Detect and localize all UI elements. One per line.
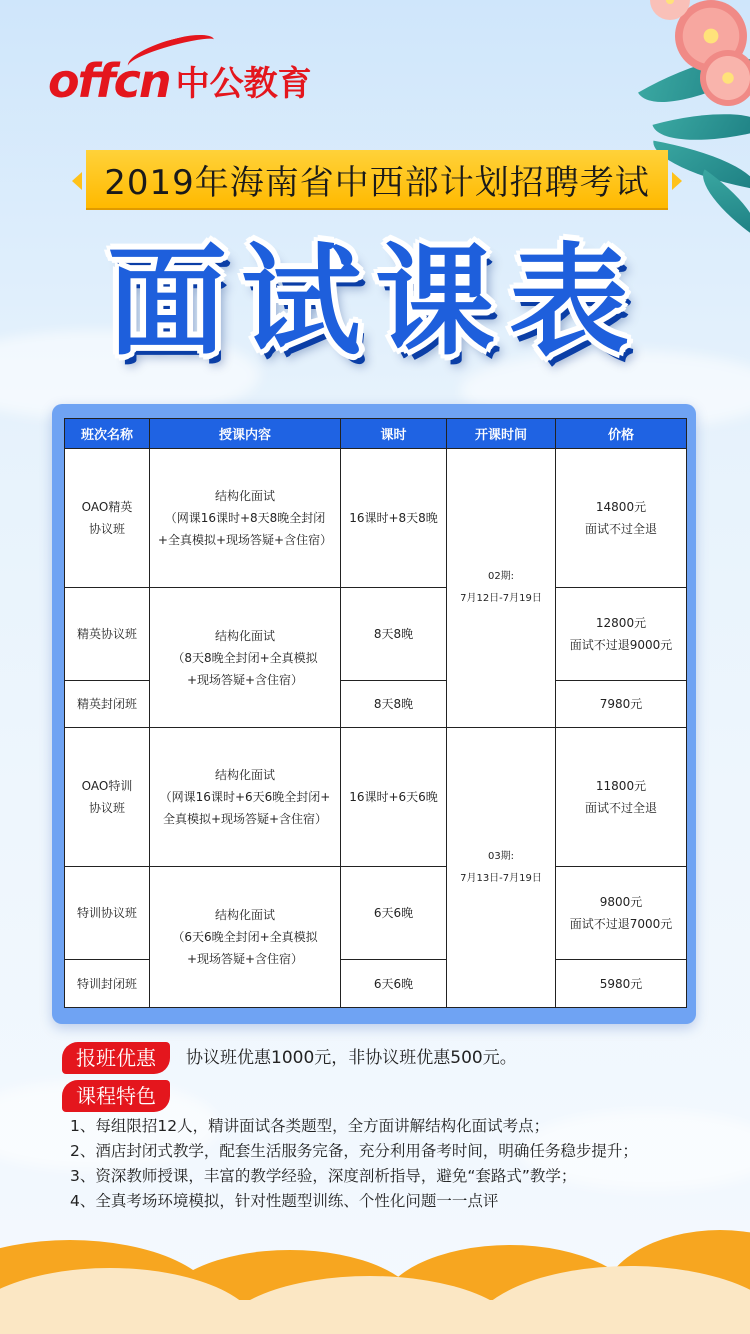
course-content <box>150 449 341 588</box>
feature-list <box>70 1114 742 1214</box>
course-price <box>556 587 687 680</box>
class-name: 特训协议班 <box>65 867 150 960</box>
banner-left-arrow-icon <box>72 172 82 190</box>
course-hours: 16课时+8天8晚 <box>341 449 447 588</box>
course-price-text: 12800元 面试不过退9000元 <box>569 615 673 652</box>
course-price-text: 9800元 面试不过退7000元 <box>569 895 673 932</box>
logo-cn: 中公教育 <box>175 63 312 104</box>
class-name-text: OAO精英 协议班 <box>81 499 133 536</box>
table-header-row <box>65 419 687 449</box>
course-hours: 6天6晚 <box>341 867 447 960</box>
list-item: 1、每组限招12人，精讲面试各类题型，全方面讲解结构化面试考点； <box>70 1117 550 1135</box>
table-row <box>65 728 687 867</box>
header-class-name: 班次名称 <box>65 419 150 449</box>
session-dates: 7月13日-7月19日 <box>460 872 542 884</box>
schedule-table <box>64 418 687 1008</box>
schedule-table-container <box>64 418 686 1008</box>
course-content <box>150 587 341 728</box>
course-price-text: 14800元 面试不过全退 <box>584 499 657 536</box>
banner-title: 2019年海南省中西部计划招聘考试 <box>104 162 650 203</box>
session-cell <box>447 449 556 728</box>
offer-text: 协议班优惠1000元，非协议班优惠500元。 <box>186 1048 517 1068</box>
session-cell <box>447 728 556 1008</box>
table-row <box>65 867 687 960</box>
header-start-time: 开课时间 <box>447 419 556 449</box>
course-price: 5980元 <box>556 960 687 1008</box>
class-name-text: OAO特训 协议班 <box>81 779 133 816</box>
class-name <box>65 449 150 588</box>
list-item: 2、酒店封闭式教学，配套生活服务完备，充分利用备考时间，明确任务稳步提升； <box>70 1142 638 1160</box>
header-price: 价格 <box>556 419 687 449</box>
session-label: 03期: <box>487 850 515 862</box>
offer-tag: 报班优惠 <box>62 1042 170 1074</box>
course-content <box>150 867 341 1008</box>
course-price <box>556 728 687 867</box>
features-tag: 课程特色 <box>62 1080 170 1112</box>
banner-right-arrow-icon <box>672 172 682 190</box>
logo-en: offcn <box>48 54 170 108</box>
table-row <box>65 449 687 588</box>
header-content: 授课内容 <box>150 419 341 449</box>
course-hours: 16课时+6天6晚 <box>341 728 447 867</box>
session-dates: 7月12日-7月19日 <box>460 593 542 605</box>
course-price-text: 11800元 面试不过全退 <box>584 779 657 816</box>
class-name: 精英封闭班 <box>65 680 150 728</box>
course-hours: 8天8晚 <box>341 587 447 680</box>
header-hours: 课时 <box>341 419 447 449</box>
session-label: 02期: <box>487 571 515 583</box>
course-content-text: 结构化面试 （网课16课时+6天6晚全封闭+ 全真模拟+现场答疑+含住宿） <box>159 768 331 827</box>
course-content-text: 结构化面试 （6天6晚全封闭+全真模拟 +现场答疑+含住宿） <box>172 908 318 967</box>
course-price: 7980元 <box>556 680 687 728</box>
list-item: 4、全真考场环境模拟，针对性题型训练、个性化问题一一点评 <box>70 1192 499 1210</box>
course-price <box>556 867 687 960</box>
class-name: 特训封闭班 <box>65 960 150 1008</box>
course-content-text: 结构化面试 （网课16课时+8天8晚全封闭 +全真模拟+现场答疑+含住宿） <box>157 488 333 547</box>
course-hours: 6天6晚 <box>341 960 447 1008</box>
course-hours: 8天8晚 <box>341 680 447 728</box>
course-content <box>150 728 341 867</box>
class-name <box>65 728 150 867</box>
course-content-text: 结构化面试 （8天8晚全封闭+全真模拟 +现场答疑+含住宿） <box>172 628 318 687</box>
list-item: 3、资深教师授课，丰富的教学经验，深度剖析指导，避免“套路式”教学； <box>70 1167 577 1185</box>
title-banner <box>86 150 668 208</box>
class-name: 精英协议班 <box>65 587 150 680</box>
course-price <box>556 449 687 588</box>
table-row <box>65 587 687 680</box>
brand-logo <box>48 54 312 108</box>
page-heading: 面试课表 <box>107 233 643 372</box>
